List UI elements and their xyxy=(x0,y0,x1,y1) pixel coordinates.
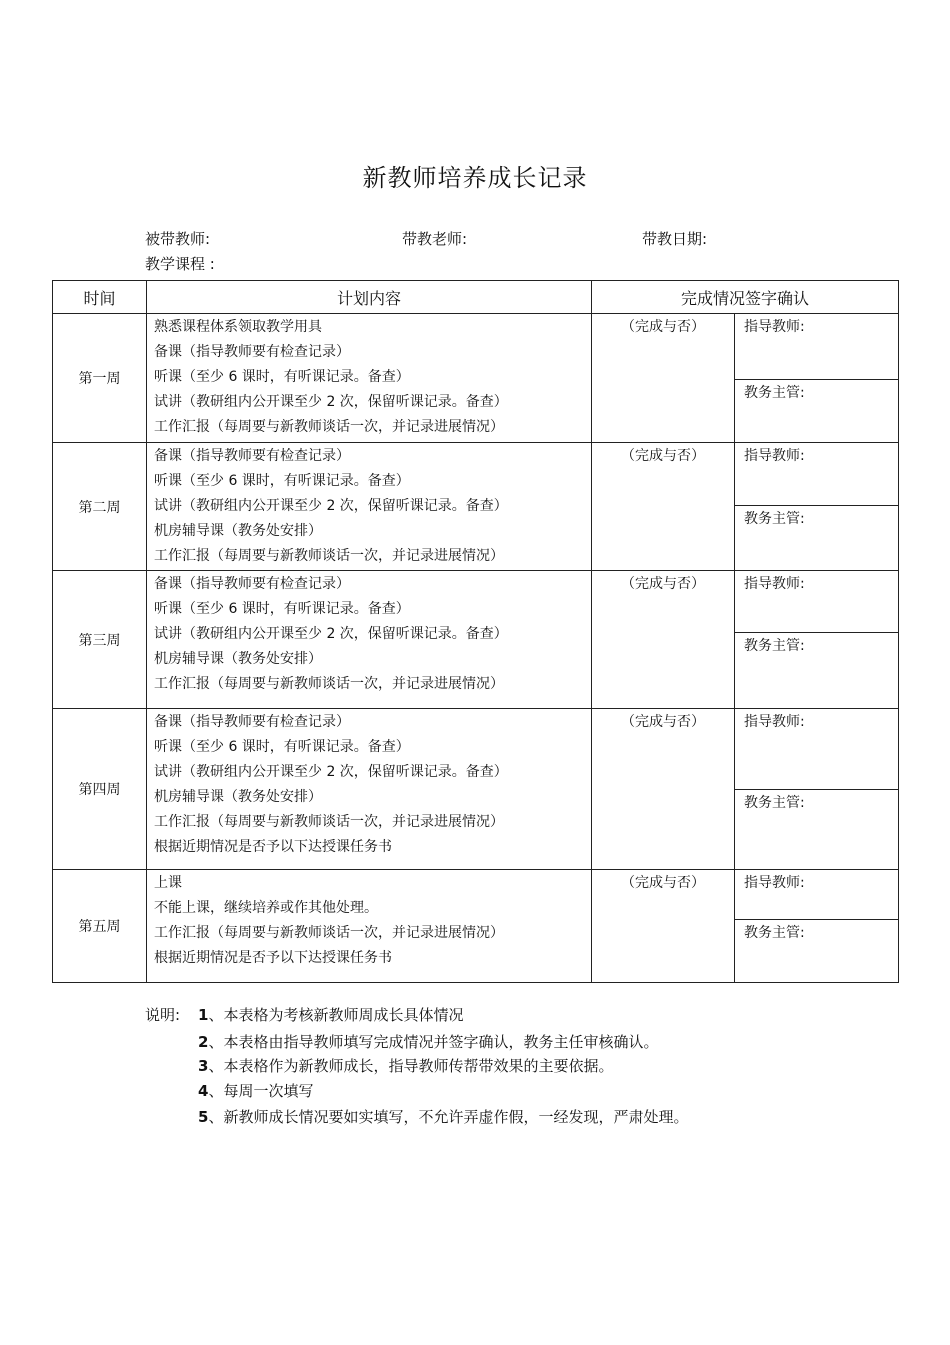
plan-item: 备课（指导教师要有检查记录） xyxy=(154,344,350,360)
director-signature: 教务主管: xyxy=(744,925,805,941)
completion-status xyxy=(592,709,735,870)
plan-item: 根据近期情况是否予以下达授课任务书 xyxy=(154,839,392,855)
note-item-2: 2、本表格由指导教师填写完成情况并签字确认，教务主任审核确认。 xyxy=(198,1033,659,1051)
completion-status-text: （完成与否） xyxy=(621,319,705,335)
completion-status-text: （完成与否） xyxy=(621,576,705,592)
date-label: 带教日期: xyxy=(642,230,708,248)
plan-item: 听课（至少 6 课时，有听课记录。备查） xyxy=(154,601,410,617)
signature-cell xyxy=(735,709,899,870)
mentor-signature: 指导教师: xyxy=(735,709,898,790)
week-row xyxy=(53,443,899,571)
table-header-row xyxy=(53,281,899,314)
week-label: 第五周 xyxy=(53,870,147,983)
plan-item: 备课（指导教师要有检查记录） xyxy=(154,714,350,730)
completion-status xyxy=(592,571,735,709)
plan-item: 工作汇报（每周要与新教师谈话一次，并记录进展情况） xyxy=(154,676,504,692)
plan-item: 工作汇报（每周要与新教师谈话一次，并记录进展情况） xyxy=(154,814,504,830)
mentor-signature: 指导教师: xyxy=(735,443,898,506)
week-label: 第二周 xyxy=(53,443,147,571)
completion-status xyxy=(592,443,735,571)
plan-content xyxy=(147,709,592,870)
plan-item: 试讲（教研组内公开课至少 2 次，保留听课记录。备查） xyxy=(154,394,508,410)
director-signature: 教务主管: xyxy=(744,511,805,527)
plan-item: 熟悉课程体系领取教学用具 xyxy=(154,319,322,335)
week-label: 第一周 xyxy=(53,314,147,443)
plan-item: 试讲（教研组内公开课至少 2 次，保留听课记录。备查） xyxy=(154,498,508,514)
plan-item: 试讲（教研组内公开课至少 2 次，保留听课记录。备查） xyxy=(154,764,508,780)
week-row xyxy=(53,870,899,983)
plan-content xyxy=(147,314,592,443)
signature-cell xyxy=(735,571,899,709)
plan-item: 听课（至少 6 课时，有听课记录。备查） xyxy=(154,739,410,755)
week-row xyxy=(53,709,899,870)
week-row xyxy=(53,571,899,709)
plan-item: 备课（指导教师要有检查记录） xyxy=(154,448,350,464)
completion-status-text: （完成与否） xyxy=(621,448,705,464)
plan-content xyxy=(147,571,592,709)
mentee-label: 被带教师: xyxy=(145,230,211,248)
plan-item: 听课（至少 6 课时，有听课记录。备查） xyxy=(154,473,410,489)
plan-content xyxy=(147,443,592,571)
plan-item: 上课 xyxy=(154,875,182,891)
completion-status-text: （完成与否） xyxy=(621,714,705,730)
plan-item: 备课（指导教师要有检查记录） xyxy=(154,576,350,592)
plan-item: 机房辅导课（教务处安排） xyxy=(154,789,322,805)
mentor-signature: 指导教师: xyxy=(735,314,898,380)
week-label: 第四周 xyxy=(53,709,147,870)
plan-item: 工作汇报（每周要与新教师谈话一次，并记录进展情况） xyxy=(154,419,504,435)
header-confirmation: 完成情况签字确认 xyxy=(592,281,899,314)
page-title: 新教师培养成长记录 xyxy=(362,164,588,192)
plan-item: 根据近期情况是否予以下达授课任务书 xyxy=(154,950,392,966)
signature-cell xyxy=(735,870,899,983)
note-item-5: 5、新教师成长情况要如实填写，不允许弄虚作假，一经发现，严肃处理。 xyxy=(198,1108,689,1126)
mentor-label: 带教老师: xyxy=(402,230,468,248)
growth-record-table xyxy=(52,280,899,983)
mentor-signature: 指导教师: xyxy=(735,870,898,920)
plan-item: 试讲（教研组内公开课至少 2 次，保留听课记录。备查） xyxy=(154,626,508,642)
course-label: 教学课程 : xyxy=(145,255,215,273)
signature-cell xyxy=(735,443,899,571)
note-item-4: 4、每周一次填写 xyxy=(198,1082,314,1100)
plan-item: 机房辅导课（教务处安排） xyxy=(154,651,322,667)
completion-status-text: （完成与否） xyxy=(621,875,705,891)
plan-item: 听课（至少 6 课时，有听课记录。备查） xyxy=(154,369,410,385)
completion-status xyxy=(592,314,735,443)
signature-cell xyxy=(735,314,899,443)
plan-item: 不能上课，继续培养或作其他处理。 xyxy=(154,900,378,916)
director-signature: 教务主管: xyxy=(744,385,805,401)
header-plan: 计划内容 xyxy=(147,281,592,314)
notes-label: 说明: xyxy=(145,1006,181,1024)
plan-item: 工作汇报（每周要与新教师谈话一次，并记录进展情况） xyxy=(154,548,504,564)
completion-status xyxy=(592,870,735,983)
plan-item: 工作汇报（每周要与新教师谈话一次，并记录进展情况） xyxy=(154,925,504,941)
mentor-signature: 指导教师: xyxy=(735,571,898,633)
week-row xyxy=(53,314,899,443)
plan-content xyxy=(147,870,592,983)
week-label: 第三周 xyxy=(53,571,147,709)
header-time: 时间 xyxy=(53,281,147,314)
note-item-3: 3、本表格作为新教师成长，指导教师传帮带效果的主要依据。 xyxy=(198,1057,614,1075)
director-signature: 教务主管: xyxy=(744,795,805,811)
plan-item: 机房辅导课（教务处安排） xyxy=(154,523,322,539)
director-signature: 教务主管: xyxy=(744,638,805,654)
note-item-1: 1、本表格为考核新教师周成长具体情况 xyxy=(198,1006,464,1024)
